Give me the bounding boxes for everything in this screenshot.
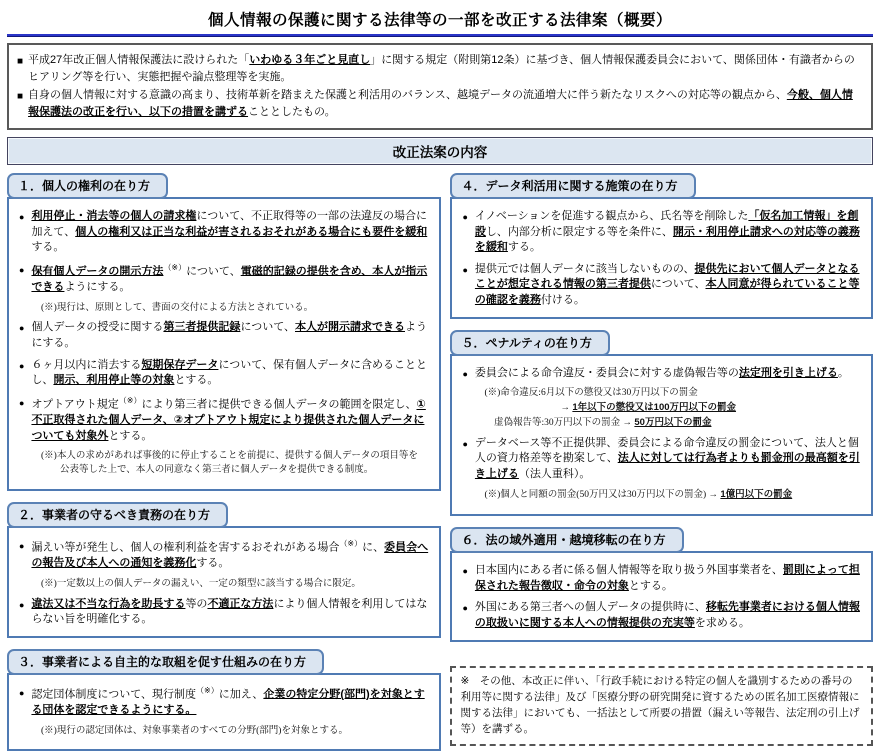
section-1 xyxy=(7,173,441,491)
bullet-item xyxy=(17,395,431,444)
text-segment: 個人データの授受に関する xyxy=(31,321,164,334)
text-segment: イノベーションを促進する観点から、氏名等を削除した xyxy=(474,210,749,222)
text-segment: 1年以下の懲役又は100万円以下の罰金 xyxy=(572,402,737,414)
bullet-item xyxy=(17,597,431,628)
section-6-box xyxy=(450,551,873,641)
text-segment: する。 xyxy=(196,557,230,570)
text-segment: 提供先において個人データとなることが想定される情報の第三者提供 xyxy=(474,262,860,291)
text-segment: する。 xyxy=(31,241,65,254)
bullet-item xyxy=(460,209,863,256)
bullet-text xyxy=(31,320,431,351)
section-2 xyxy=(7,502,441,638)
footnote xyxy=(41,578,431,592)
left-column xyxy=(7,173,441,751)
bullet-text xyxy=(31,395,431,444)
text-segment: 公表等した上で、本人の同意なく第三者に個人データを提供できる制度。 xyxy=(41,465,374,476)
circle-bullet-icon: ● xyxy=(462,368,468,379)
text-segment: (※)本人の求めがあれば事後的に停止することを前提に、提供する個人データの項目等を xyxy=(41,451,418,462)
text-segment: 利用停止・消去等の個人の請求権 xyxy=(31,210,197,222)
intro-box xyxy=(7,43,873,130)
footnote-line xyxy=(484,401,863,416)
bullet-text xyxy=(31,597,431,628)
section-5 xyxy=(450,330,873,517)
text-segment: とする。 xyxy=(628,579,673,592)
intro-bullet-2 xyxy=(17,87,861,120)
circle-bullet-icon: ● xyxy=(462,264,468,275)
text-segment: 認定団体制度について、現行制度 xyxy=(31,688,196,701)
text-segment: 今般、個人情報保護法の改正を行い、以下の措置を講ずる xyxy=(28,89,853,118)
circle-bullet-icon: ● xyxy=(19,323,25,334)
square-bullet-icon: ■ xyxy=(17,91,24,102)
text-segment: 違法又は不当な行為を助長する xyxy=(31,597,186,610)
section-3-heading: ３．事業者による自主的な取組を促す仕組みの在り方 xyxy=(7,649,324,675)
text-segment: 委員会への報告及び本人への通知を義務化 xyxy=(31,541,429,570)
section-3-box xyxy=(7,673,441,751)
text-segment: 短期保存データ xyxy=(141,358,219,371)
text-segment: ようにする。 xyxy=(31,321,427,350)
text-segment: 1億円以下の罰金 xyxy=(720,489,793,501)
text-segment: （※） xyxy=(163,262,187,272)
bullet-text xyxy=(31,209,431,256)
text-segment: ようにする。 xyxy=(64,281,131,294)
footnote xyxy=(41,450,431,478)
footnote-line xyxy=(484,416,863,431)
text-segment: について、 xyxy=(240,321,295,334)
text-segment: 企業の特定分野(部門)を対象とする団体を認定できるようにする。 xyxy=(31,688,425,717)
section-2-heading: ２．事業者の守るべき責務の在り方 xyxy=(7,502,228,528)
text-segment: 移転先事業者における個人情報の取扱いに関する本人への情報提供の充実等 xyxy=(474,601,860,629)
text-segment: (※)現行は、原則として、書面の交付による方法とされている。 xyxy=(41,302,314,313)
circle-bullet-icon: ● xyxy=(462,212,468,222)
content-header-bar: 改正法案の内容 xyxy=(7,137,873,165)
text-segment: 。 xyxy=(837,366,849,379)
bullet-text xyxy=(475,209,863,256)
text-segment: 不適正な方法 xyxy=(207,597,274,610)
bullet-item xyxy=(17,538,431,572)
text-segment: 開示・利用停止請求への対応等の義務を緩和 xyxy=(474,225,860,254)
text-segment: (※)現行の認定団体は、対象事業者のすべての分野(部門)を対象とする。 xyxy=(41,725,348,736)
text-segment: について、保有個人データに含めることとし、 xyxy=(31,358,427,387)
bullet-text xyxy=(475,436,863,483)
text-segment: (※)命令違反:6月以下の懲役又は30万円以下の罰金 xyxy=(484,388,698,399)
general-footnote-box xyxy=(450,666,873,746)
text-segment: に加え、 xyxy=(218,688,264,701)
text-segment: 虚偽報告等:30万円以下の罰金 → xyxy=(484,417,635,428)
bullet-text xyxy=(31,358,431,389)
footnote xyxy=(41,725,431,739)
footnote-line xyxy=(41,578,431,592)
footnote xyxy=(484,387,863,430)
footnote xyxy=(484,488,863,503)
text-segment: 罰則によって担保された報告徴収・命令の対象 xyxy=(474,564,860,592)
text-segment: 」に関する規定（附則第12条）に基づき、個人情報保護委員会において、関係団体・有識者からのヒアリング等を行い、実態把握や論点整理等を実施。 xyxy=(28,54,855,83)
text-segment: （※） xyxy=(339,538,363,548)
section-6 xyxy=(450,527,873,641)
square-bullet-icon: ■ xyxy=(17,56,24,67)
circle-bullet-icon: ● xyxy=(19,264,25,275)
text-segment: (※)一定数以上の個人データの漏えい、一定の類型に該当する場合に限定。 xyxy=(41,578,361,589)
text-segment: 漏えい等が発生し、個人の権利利益を害するおそれがある場合 xyxy=(31,541,340,554)
bullet-item xyxy=(460,436,863,483)
bullet-item xyxy=(17,320,431,351)
page-title: 個人情報の保護に関する法律等の一部を改正する法律案（概要） xyxy=(207,12,672,29)
text-segment: 本人が開示請求できる xyxy=(295,321,405,334)
bullet-text xyxy=(31,685,431,719)
bullet-text xyxy=(475,600,863,631)
text-segment: 法人に対しては行為者よりも罰金刑の最高額を引き上げる xyxy=(474,452,860,480)
footnote xyxy=(41,302,431,316)
circle-bullet-icon: ● xyxy=(19,360,25,371)
section-6-heading: ６．法の域外適用・越境移転の在り方 xyxy=(450,527,683,553)
title-divider xyxy=(7,34,873,37)
text-segment: （※） xyxy=(118,395,142,405)
text-segment: いわゆる３年ごと見直し xyxy=(249,54,371,66)
bullet-item xyxy=(17,685,431,719)
section-5-box xyxy=(450,354,873,517)
intro-list xyxy=(17,52,861,120)
text-segment: とする。 xyxy=(174,374,219,387)
text-segment: 開示、利用停止等の対象 xyxy=(53,374,175,387)
bullet-text xyxy=(31,262,431,296)
text-segment: 等の xyxy=(185,597,208,610)
text-segment: について、 xyxy=(186,265,241,278)
text-segment: ６ヶ月以内に消去する xyxy=(31,358,142,371)
text-segment: 自身の個人情報に対する意識の高まり、技術革新を踏まえた保護と利活用のバランス、越境データの流通増大に伴う新たなリスクへの対応等の観点から、 xyxy=(28,89,787,101)
text-segment: 付ける。 xyxy=(540,294,585,307)
footnote-line xyxy=(484,488,863,503)
text-segment: 50万円以下の罰金 xyxy=(634,416,712,428)
footnote-line xyxy=(41,464,431,478)
text-segment: → xyxy=(484,403,573,414)
circle-bullet-icon: ● xyxy=(19,599,25,610)
bullet-item xyxy=(460,563,863,594)
text-segment: に、 xyxy=(362,541,385,554)
text-segment: 外国にある第三者への個人データの提供時に、 xyxy=(474,601,706,614)
text-segment: 「仮名加工情報」を創設 xyxy=(474,210,859,238)
text-segment: （法人重科）。 xyxy=(518,467,591,480)
two-column-layout xyxy=(7,173,873,751)
text-segment: により個人情報を利用してはならない旨を明確化する。 xyxy=(31,597,428,626)
text-segment: 平成27年改正個人情報保護法に設けられた「 xyxy=(28,54,250,66)
bullet-item xyxy=(17,262,431,296)
section-2-box xyxy=(7,526,441,638)
section-1-heading: １．個人の権利の在り方 xyxy=(7,173,168,199)
text-segment: ※ その他、本改正に伴い、「行政手続における特定の個人を識別するための番号の利用等に関する法律」及び「医療分野の研究開発に資するための匿名加工医療情報に関する法律」においても、一括法として所要の措置（漏えい等報告、法定刑の引上げ等）を講ずる。 xyxy=(460,674,860,736)
text-segment: 日本国内にある者に係る個人情報等を取り扱う外国事業者を、 xyxy=(474,564,783,577)
footnote-line xyxy=(41,302,431,316)
text-segment: 保有個人データの開示方法 xyxy=(31,265,164,278)
bullet-text xyxy=(31,538,431,572)
text-segment: (※)個人と同額の罰金(50万円又は30万円以下の罰金) → xyxy=(484,490,721,501)
bullet-item xyxy=(460,366,863,382)
circle-bullet-icon: ● xyxy=(462,438,468,449)
intro-bullet-text xyxy=(28,87,861,120)
section-4-box xyxy=(450,197,873,319)
intro-bullet-text xyxy=(28,52,861,85)
section-1-box xyxy=(7,197,441,491)
section-4 xyxy=(450,173,873,319)
text-segment: 電磁的記録の提供を含め、本人が指示できる xyxy=(31,265,428,294)
circle-bullet-icon: ● xyxy=(462,603,468,614)
text-segment: 本人同意が得られていること等の確認を義務 xyxy=(474,278,860,307)
text-segment: し、内部分析に限定する等を条件に、 xyxy=(485,225,673,238)
text-segment: 個人の権利又は正当な利益が害されるおそれがある場合にも要件を緩和 xyxy=(75,225,428,238)
bullet-item xyxy=(17,209,431,256)
right-column xyxy=(450,173,873,751)
text-segment: により第三者に提供できる個人データの範囲を限定し、 xyxy=(141,398,417,411)
text-segment: 提供元では個人データに該当しないものの、 xyxy=(474,262,695,275)
bullet-text xyxy=(475,563,863,594)
section-4-heading: ４．データ利活用に関する施策の在り方 xyxy=(450,173,695,199)
footnote-line xyxy=(41,450,431,464)
text-segment: オプトアウト規定 xyxy=(31,398,119,411)
section-5-heading: ５．ペナルティの在り方 xyxy=(450,330,609,356)
bullet-text xyxy=(475,262,863,309)
footnote-line xyxy=(41,725,431,739)
text-segment: （※） xyxy=(196,685,219,695)
intro-bullet-1 xyxy=(17,52,861,85)
text-segment: 第三者提供記録 xyxy=(163,321,241,334)
text-segment: 法定刑を引き上げる xyxy=(738,366,838,379)
circle-bullet-icon: ● xyxy=(19,212,25,222)
section-3 xyxy=(7,649,441,751)
text-segment: とする。 xyxy=(108,429,153,442)
text-segment: を求める。 xyxy=(694,616,750,629)
text-segment: ①不正取得された個人データ、②オプトアウト規定により提供された個人データについても対象外 xyxy=(31,398,426,442)
circle-bullet-icon: ● xyxy=(19,397,25,408)
text-segment: について、不正取得等の一部の法違反の場合に加えて、 xyxy=(31,210,427,238)
text-segment: 委員会による命令違反・委員会に対する虚偽報告等の xyxy=(474,366,739,379)
circle-bullet-icon: ● xyxy=(19,540,25,551)
circle-bullet-icon: ● xyxy=(19,687,25,698)
bullet-item xyxy=(460,600,863,631)
text-segment: データベース等不正提供罪、委員会による命令違反の罰金について、法人と個人の資力格差等を勘案して、 xyxy=(474,436,859,465)
bullet-text xyxy=(475,366,863,382)
bullet-item xyxy=(460,262,863,309)
text-segment: こととしたもの。 xyxy=(248,105,336,118)
text-segment: について、 xyxy=(650,278,706,291)
footnote-line xyxy=(484,387,863,401)
text-segment: する。 xyxy=(507,241,541,254)
circle-bullet-icon: ● xyxy=(462,566,468,577)
bullet-item xyxy=(17,358,431,389)
